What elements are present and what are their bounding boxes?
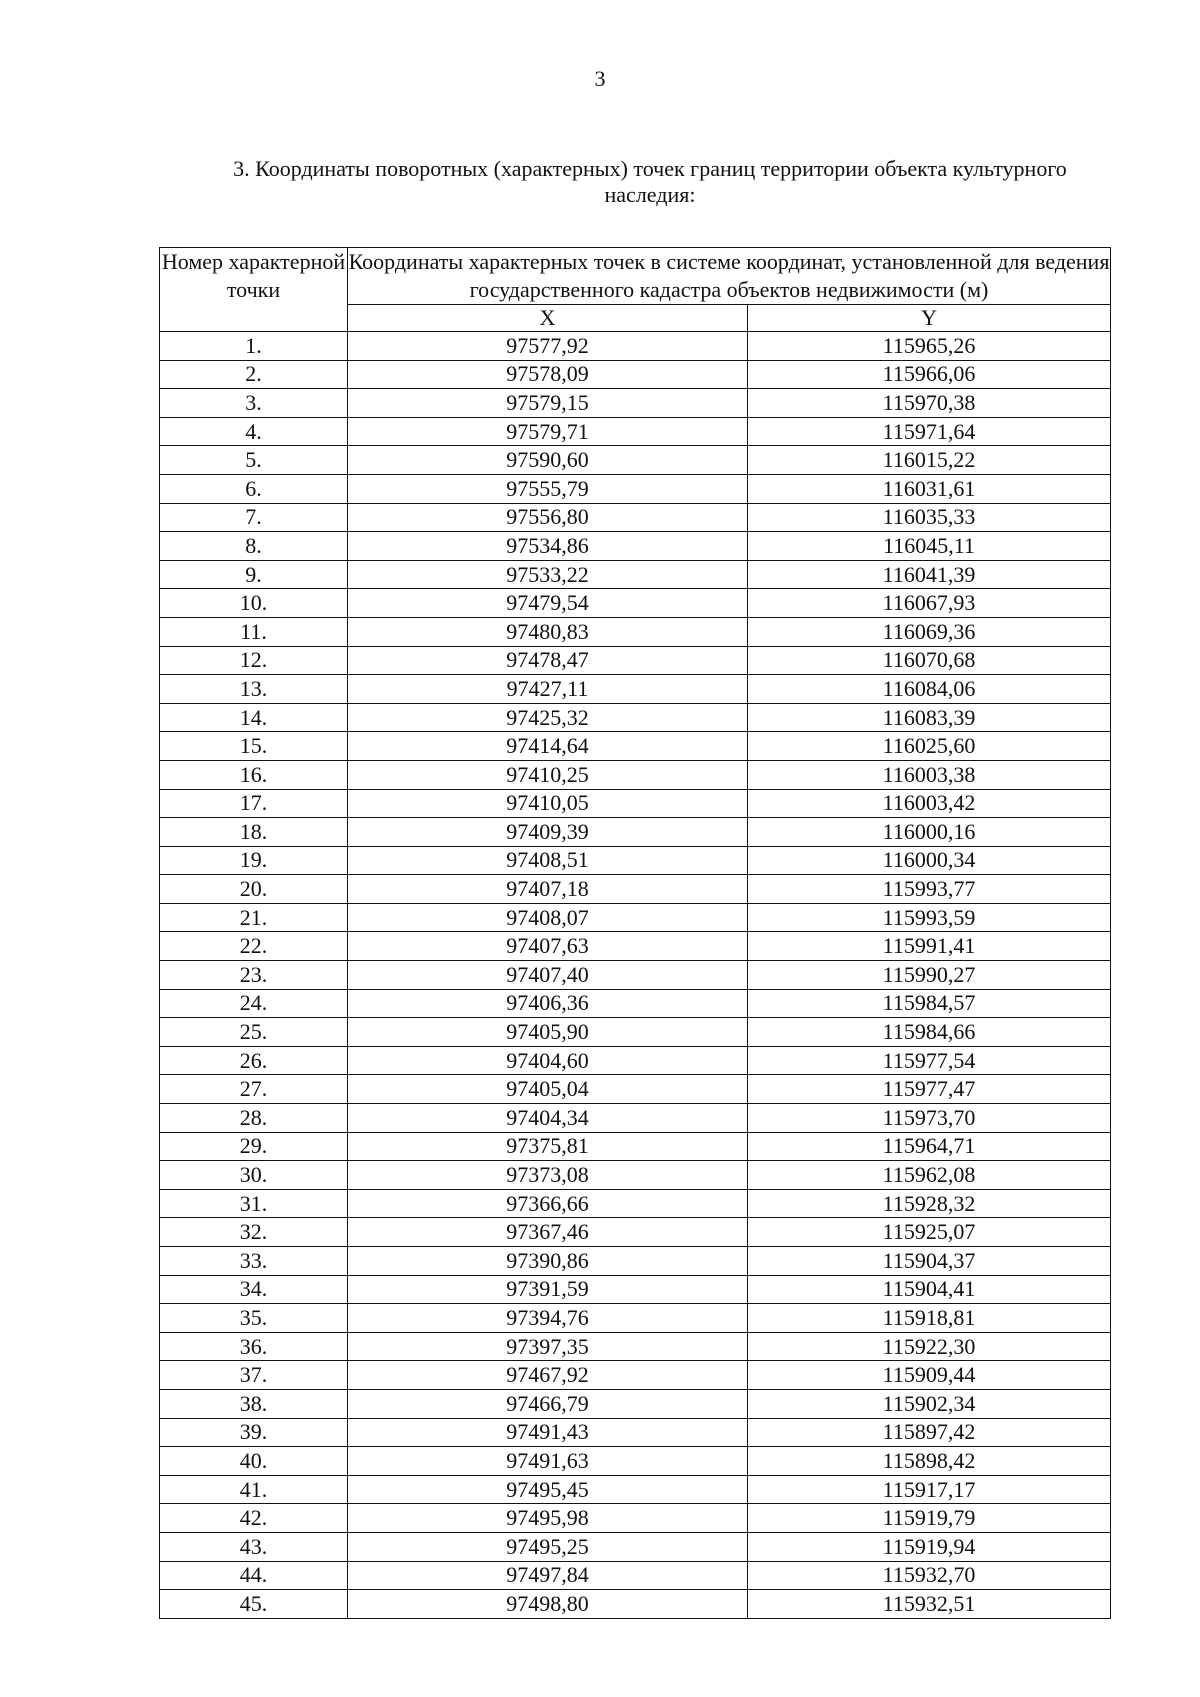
table-row [160,932,1111,961]
table-row [160,1189,1111,1218]
cell-x: 97491,63 [348,1447,748,1476]
table-row [160,1275,1111,1304]
table-row [160,818,1111,847]
cell-y: 115966,06 [748,360,1111,389]
cell-x: 97556,80 [348,503,748,532]
cell-y: 116003,38 [748,760,1111,789]
cell-y: 115993,77 [748,875,1111,904]
cell-x: 97406,36 [348,989,748,1018]
cell-y: 116083,39 [748,703,1111,732]
cell-point-number: 31. [160,1189,348,1218]
cell-point-number: 14. [160,703,348,732]
table-row [160,903,1111,932]
cell-point-number: 34. [160,1275,348,1304]
cell-point-number: 24. [160,989,348,1018]
cell-point-number: 20. [160,875,348,904]
cell-x: 97479,54 [348,589,748,618]
cell-y: 115984,66 [748,1018,1111,1047]
table-row [160,1389,1111,1418]
table-body [160,332,1111,1619]
table-row [160,1218,1111,1247]
cell-x: 97590,60 [348,446,748,475]
cell-point-number: 30. [160,1161,348,1190]
cell-point-number: 41. [160,1475,348,1504]
cell-y: 116000,16 [748,818,1111,847]
cell-x: 97577,92 [348,332,748,361]
cell-point-number: 32. [160,1218,348,1247]
cell-point-number: 28. [160,1104,348,1133]
cell-point-number: 40. [160,1447,348,1476]
cell-point-number: 16. [160,760,348,789]
table-row [160,1504,1111,1533]
table-row [160,675,1111,704]
cell-point-number: 27. [160,1075,348,1104]
cell-x: 97478,47 [348,646,748,675]
cell-point-number: 1. [160,332,348,361]
cell-point-number: 36. [160,1332,348,1361]
cell-x: 97495,25 [348,1532,748,1561]
table-row [160,1018,1111,1047]
cell-y: 116067,93 [748,589,1111,618]
cell-y: 115932,51 [748,1590,1111,1619]
cell-x: 97404,34 [348,1104,748,1133]
cell-x: 97391,59 [348,1275,748,1304]
table-row [160,1561,1111,1590]
table-row [160,332,1111,361]
table-row [160,875,1111,904]
cell-y: 115909,44 [748,1361,1111,1390]
cell-y: 115919,79 [748,1504,1111,1533]
cell-x: 97407,63 [348,932,748,961]
cell-point-number: 45. [160,1590,348,1619]
cell-x: 97579,71 [348,417,748,446]
table-row [160,1475,1111,1504]
cell-y: 115917,17 [748,1475,1111,1504]
cell-y: 115964,71 [748,1132,1111,1161]
cell-point-number: 4. [160,417,348,446]
cell-y: 115977,54 [748,1046,1111,1075]
cell-y: 115925,07 [748,1218,1111,1247]
cell-point-number: 10. [160,589,348,618]
cell-point-number: 6. [160,474,348,503]
cell-x: 97405,90 [348,1018,748,1047]
cell-point-number: 3. [160,389,348,418]
cell-x: 97578,09 [348,360,748,389]
cell-point-number: 25. [160,1018,348,1047]
cell-point-number: 9. [160,560,348,589]
cell-point-number: 15. [160,732,348,761]
table-row [160,1332,1111,1361]
cell-x: 97373,08 [348,1161,748,1190]
page-number: 3 [594,66,606,91]
cell-y: 115977,47 [748,1075,1111,1104]
cell-y: 116084,06 [748,675,1111,704]
cell-point-number: 8. [160,532,348,561]
cell-y: 115902,34 [748,1389,1111,1418]
cell-x: 97410,05 [348,789,748,818]
table-row [160,1532,1111,1561]
table-row [160,846,1111,875]
header-point-number: Номер характерной точки [160,248,348,332]
cell-y: 115993,59 [748,903,1111,932]
coordinates-table [159,247,1111,1619]
cell-point-number: 11. [160,617,348,646]
cell-x: 97497,84 [348,1561,748,1590]
table-row [160,961,1111,990]
table-row [160,703,1111,732]
table-row [160,646,1111,675]
cell-x: 97405,04 [348,1075,748,1104]
cell-y: 115965,26 [748,332,1111,361]
cell-point-number: 12. [160,646,348,675]
cell-y: 115990,27 [748,961,1111,990]
cell-y: 115973,70 [748,1104,1111,1133]
table-row [160,1590,1111,1619]
cell-point-number: 21. [160,903,348,932]
cell-point-number: 18. [160,818,348,847]
cell-point-number: 35. [160,1304,348,1333]
cell-y: 115984,57 [748,989,1111,1018]
table-row [160,589,1111,618]
cell-y: 115971,64 [748,417,1111,446]
cell-y: 115970,38 [748,389,1111,418]
cell-y: 116035,33 [748,503,1111,532]
cell-y: 115928,32 [748,1189,1111,1218]
cell-point-number: 19. [160,846,348,875]
cell-y: 115898,42 [748,1447,1111,1476]
cell-y: 115932,70 [748,1561,1111,1590]
cell-x: 97414,64 [348,732,748,761]
cell-point-number: 22. [160,932,348,961]
table-row [160,617,1111,646]
cell-x: 97366,66 [348,1189,748,1218]
table-row [160,1418,1111,1447]
cell-x: 97408,51 [348,846,748,875]
cell-x: 97533,22 [348,560,748,589]
cell-x: 97555,79 [348,474,748,503]
cell-point-number: 23. [160,961,348,990]
table-row [160,989,1111,1018]
header-x: X [348,305,748,332]
cell-point-number: 17. [160,789,348,818]
cell-x: 97480,83 [348,617,748,646]
section-title: 3. Координаты поворотных (характерных) точек границ территории объекта культурного наследия: [233,156,1067,207]
table-row [160,1361,1111,1390]
cell-point-number: 7. [160,503,348,532]
cell-x: 97367,46 [348,1218,748,1247]
cell-x: 97409,39 [348,818,748,847]
table-row [160,1247,1111,1276]
table-row [160,760,1111,789]
cell-x: 97394,76 [348,1304,748,1333]
cell-y: 116070,68 [748,646,1111,675]
cell-y: 115991,41 [748,932,1111,961]
table-row [160,1304,1111,1333]
table-row [160,1046,1111,1075]
cell-point-number: 44. [160,1561,348,1590]
cell-y: 115904,37 [748,1247,1111,1276]
cell-point-number: 33. [160,1247,348,1276]
cell-point-number: 39. [160,1418,348,1447]
cell-y: 116003,42 [748,789,1111,818]
cell-y: 115922,30 [748,1332,1111,1361]
cell-y: 116041,39 [748,560,1111,589]
header-coordinates: Координаты характерных точек в системе координат, установленной для ведения государственного кадастра объектов недвижимости (м) [348,248,1111,305]
cell-y: 115918,81 [748,1304,1111,1333]
cell-x: 97579,15 [348,389,748,418]
cell-point-number: 37. [160,1361,348,1390]
table-row [160,732,1111,761]
cell-y: 116045,11 [748,532,1111,561]
cell-x: 97397,35 [348,1332,748,1361]
cell-x: 97390,86 [348,1247,748,1276]
cell-y: 115919,94 [748,1532,1111,1561]
cell-x: 97408,07 [348,903,748,932]
cell-point-number: 42. [160,1504,348,1533]
cell-x: 97407,40 [348,961,748,990]
cell-y: 116025,60 [748,732,1111,761]
table-row [160,1132,1111,1161]
cell-x: 97534,86 [348,532,748,561]
table-row [160,1161,1111,1190]
cell-x: 97427,11 [348,675,748,704]
cell-x: 97495,45 [348,1475,748,1504]
cell-y: 115962,08 [748,1161,1111,1190]
cell-point-number: 29. [160,1132,348,1161]
cell-x: 97410,25 [348,760,748,789]
cell-x: 97498,80 [348,1590,748,1619]
cell-x: 97425,32 [348,703,748,732]
cell-y: 115904,41 [748,1275,1111,1304]
cell-point-number: 5. [160,446,348,475]
table-row [160,1104,1111,1133]
cell-x: 97491,43 [348,1418,748,1447]
cell-y: 116069,36 [748,617,1111,646]
table-row [160,1447,1111,1476]
table-row [160,389,1111,418]
cell-x: 97467,92 [348,1361,748,1390]
cell-x: 97375,81 [348,1132,748,1161]
cell-x: 97407,18 [348,875,748,904]
table-row [160,1075,1111,1104]
cell-y: 116031,61 [748,474,1111,503]
table-row [160,560,1111,589]
cell-point-number: 43. [160,1532,348,1561]
cell-y: 115897,42 [748,1418,1111,1447]
table-row [160,417,1111,446]
cell-x: 97404,60 [348,1046,748,1075]
table-row [160,532,1111,561]
cell-y: 116015,22 [748,446,1111,475]
cell-point-number: 2. [160,360,348,389]
table-row [160,446,1111,475]
cell-x: 97495,98 [348,1504,748,1533]
cell-y: 116000,34 [748,846,1111,875]
table-row [160,474,1111,503]
table-row [160,503,1111,532]
cell-x: 97466,79 [348,1389,748,1418]
cell-point-number: 13. [160,675,348,704]
header-y: Y [748,305,1111,332]
cell-point-number: 38. [160,1389,348,1418]
table-row [160,360,1111,389]
cell-point-number: 26. [160,1046,348,1075]
table-row [160,789,1111,818]
